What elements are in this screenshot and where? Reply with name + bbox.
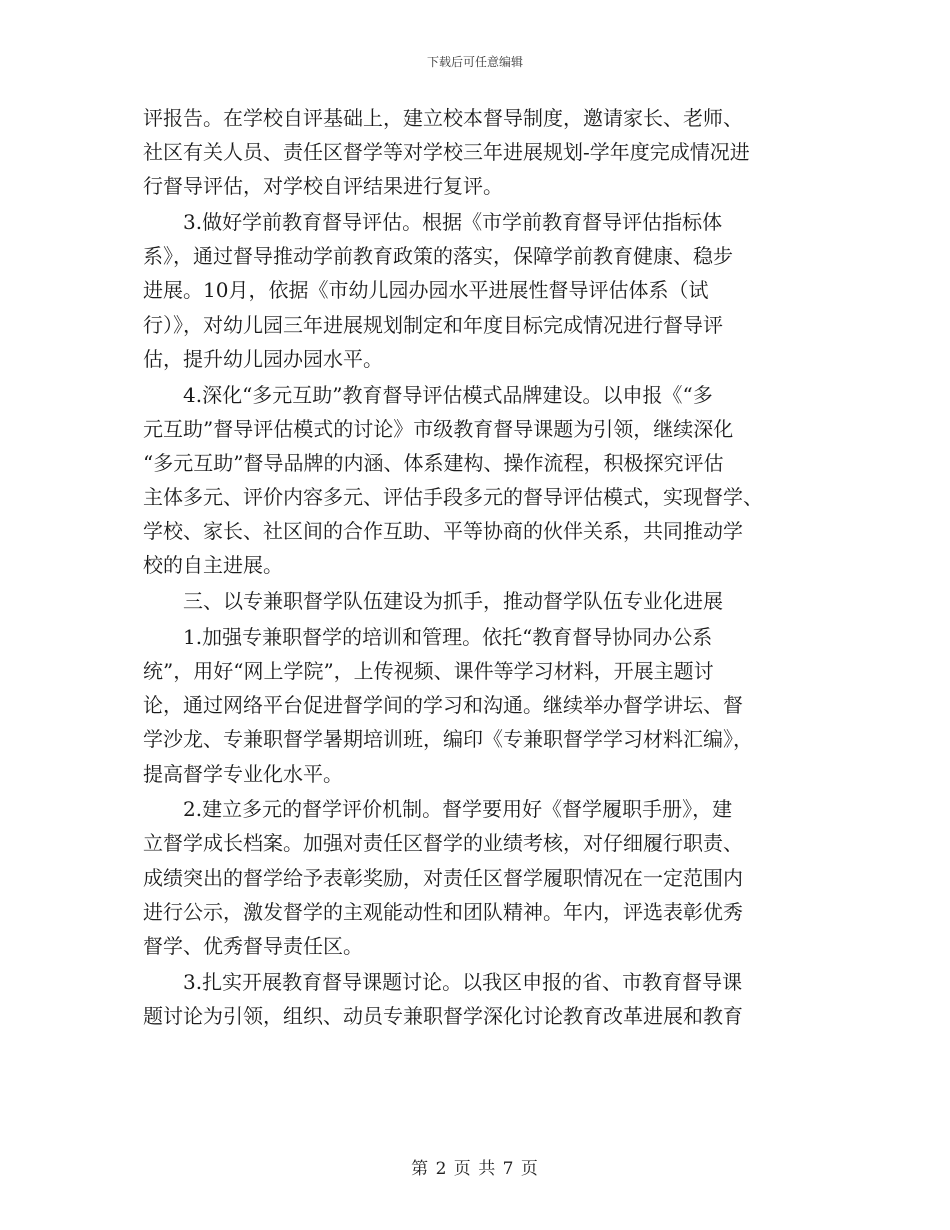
section-heading	[143, 584, 813, 618]
text-line: 3.做好学前教育督导评估。根据《市学前教育督导评估指标体	[183, 210, 723, 235]
text-line: 统”，用好“网上学院”，上传视频、课件等学习材料，开展主题讨	[143, 659, 714, 683]
paragraph-item-4-brand	[143, 378, 813, 583]
text-line: 系》，通过督导推动学前教育政策的落实，保障学前教育健康、稳步	[143, 244, 733, 269]
text-line: 1.加强专兼职督学的培训和管理。依托“教育督导协同办公系	[183, 624, 713, 649]
text-line: 提高督学专业化水平。	[143, 761, 343, 786]
paragraph-item-3-research	[143, 965, 813, 1033]
page-number-footer: 第 2 页 共 7 页	[411, 1159, 539, 1179]
section-heading-text: 三、以专兼职督学队伍建设为抓手，推动督学队伍专业化进展	[183, 589, 723, 614]
text-line: 学沙龙、专兼职督学暑期培训班，编印《专兼职督学学习材料汇编》，	[143, 727, 753, 752]
text-line: 题讨论为引领，组织、动员专兼职督学深化讨论教育改革进展和教育	[143, 1003, 743, 1028]
text-line: 行）》，对幼儿园三年进展规划制定和年度目标完成情况进行督导评	[143, 312, 723, 337]
text-line: 社区有关人员、责任区督学等对学校三年进展规划-学年度完成情况进	[143, 140, 750, 165]
text-line: 评报告。在学校自评基础上，建立校本督导制度，邀请家长、老师、	[143, 106, 743, 130]
document-body	[143, 101, 813, 1033]
paragraph-item-1-training	[143, 620, 813, 791]
text-line: 4.深化“多元互助”教育督导评估模式品牌建设。以申报《“多	[183, 382, 713, 407]
text-line: 立督学成长档案。加强对责任区督学的业绩考核，对仔细履行职责、	[143, 831, 743, 856]
text-line: 进展。10月，依据《市幼儿园办园水平进展性督导评估体系（试	[143, 278, 709, 303]
paragraph-item-3-preschool	[143, 205, 813, 376]
paragraph-item-2-evaluation	[143, 792, 813, 963]
text-line: “多元互助”督导品牌的内涵、体系建构、操作流程，积极探究评估	[143, 450, 724, 475]
text-line: 学校、家长、社区间的合作互助、平等协商的伙伴关系，共同推动学	[143, 519, 743, 544]
text-line: 3.扎实开展教育督导课题讨论。以我区申报的省、市教育督导课	[183, 969, 743, 994]
text-line: 督学、优秀督导责任区。	[143, 934, 363, 958]
text-line: 进行公示，激发督学的主观能动性和团队精神。年内，评选表彰优秀	[143, 899, 743, 924]
text-line: 2.建立多元的督学评价机制。督学要用好《督学履职手册》，建	[183, 797, 733, 822]
text-line: 主体多元、评价内容多元、评估手段多元的督导评估模式，实现督学、	[143, 485, 763, 510]
text-line: 元互助”督导评估模式的讨论》市级教育督导课题为引领，继续深化	[143, 416, 734, 441]
text-line: 估，提升幼儿园办园水平。	[143, 346, 383, 371]
text-line: 论，通过网络平台促进督学间的学习和沟通。继续举办督学讲坛、督	[143, 693, 743, 718]
page-header: 下载后可任意编辑	[426, 55, 523, 69]
paragraph-continuation	[143, 101, 813, 204]
text-line: 校的自主进展。	[143, 553, 283, 578]
text-line: 行督导评估，对学校自评结果进行复评。	[143, 174, 503, 199]
text-line: 成绩突出的督学给予表彰奖励，对责任区督学履职情况在一定范围内	[143, 865, 743, 890]
